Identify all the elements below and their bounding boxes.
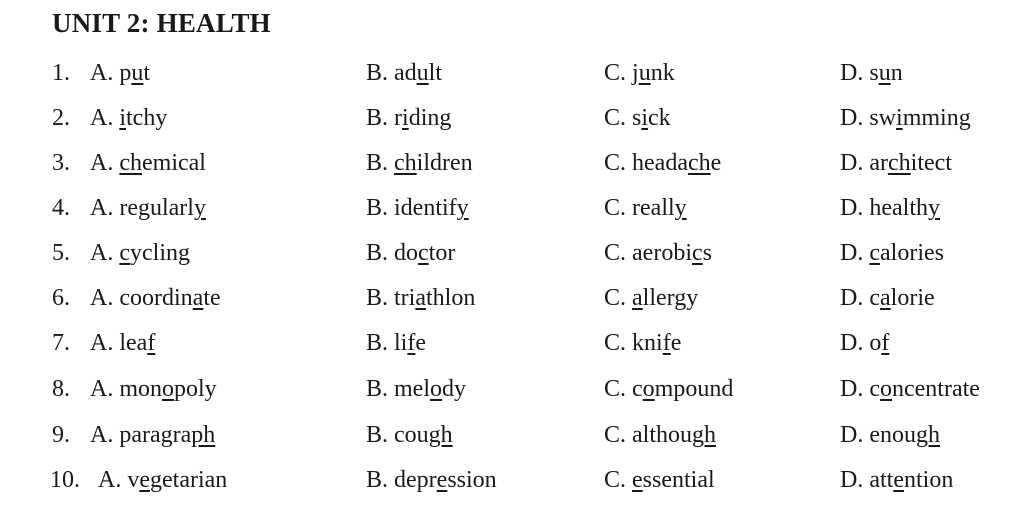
- underlined-letters: ch: [687, 150, 711, 176]
- option-d: [840, 371, 980, 407]
- word-suffix: mming: [902, 105, 971, 131]
- question-row: [0, 417, 1024, 453]
- word-suffix: lt: [428, 60, 443, 86]
- question-number: 9.: [52, 422, 70, 448]
- underlined-letters: i: [402, 105, 409, 131]
- option-a: [90, 55, 150, 91]
- word-suffix: t: [143, 60, 151, 86]
- option-b: [366, 190, 469, 226]
- word-prefix: c: [869, 285, 880, 311]
- option-letter: C.: [604, 105, 627, 131]
- word-suffix: ycling: [130, 240, 190, 266]
- word-prefix: enou: [869, 422, 916, 448]
- option-letter: B.: [366, 105, 389, 131]
- underlined-letters: e: [436, 467, 448, 493]
- underlined-letters: f: [662, 330, 671, 356]
- option-c: [604, 145, 721, 181]
- option-letter: C.: [604, 150, 627, 176]
- underlined-letters: o: [880, 376, 892, 402]
- option-letter: A.: [90, 150, 114, 176]
- word-suffix: s: [702, 240, 712, 266]
- option-b: [366, 235, 455, 271]
- option-a: [90, 235, 190, 271]
- underlined-letters: o: [430, 376, 443, 402]
- question-row: [0, 371, 1024, 407]
- word-prefix: regularl: [119, 195, 194, 221]
- word-prefix: p: [119, 60, 132, 86]
- word-prefix: c: [869, 376, 880, 402]
- word-suffix: ding: [408, 105, 452, 131]
- underlined-letters: e: [632, 467, 643, 493]
- underlined-letters: ch: [119, 150, 142, 176]
- underlined-letters: i: [641, 105, 649, 131]
- word-prefix: s: [632, 105, 642, 131]
- option-letter: B.: [366, 467, 389, 493]
- word-suffix: mpound: [654, 376, 734, 402]
- option-letter: B.: [366, 422, 389, 448]
- question-row: [0, 190, 1024, 226]
- underlined-letters: c: [869, 240, 880, 266]
- option-d: [840, 100, 971, 136]
- option-letter: D.: [840, 105, 864, 131]
- underlined-letters: f: [407, 330, 416, 356]
- word-suffix: e: [710, 150, 722, 176]
- option-letter: D.: [840, 376, 864, 402]
- word-prefix: althou: [632, 422, 693, 448]
- word-suffix: lorie: [890, 285, 935, 311]
- word-suffix: llergy: [642, 285, 699, 311]
- option-letter: D.: [840, 195, 864, 221]
- word-prefix: o: [869, 330, 882, 356]
- option-letter: A.: [90, 285, 114, 311]
- question-number: 3.: [52, 150, 70, 176]
- question-row: [0, 325, 1024, 361]
- page-title: UNIT 2: HEALTH: [52, 8, 271, 38]
- option-b: [366, 100, 451, 136]
- underlined-letters: f: [147, 330, 156, 356]
- question-number: 5.: [52, 240, 70, 266]
- word-suffix: e: [670, 330, 682, 356]
- option-letter: B.: [366, 60, 389, 86]
- question-row: [0, 100, 1024, 136]
- word-suffix: nk: [650, 60, 675, 86]
- option-c: [604, 100, 671, 136]
- word-prefix: s: [869, 60, 879, 86]
- underlined-letters: u: [878, 60, 891, 86]
- option-b: [366, 462, 497, 498]
- word-prefix: tri: [394, 285, 416, 311]
- option-letter: C.: [604, 285, 627, 311]
- underlined-letters: c: [119, 240, 130, 266]
- option-letter: C.: [604, 422, 627, 448]
- question-number: 2.: [52, 105, 70, 131]
- option-d: [840, 235, 944, 271]
- underlined-letters: u: [416, 60, 429, 86]
- question-number: 7.: [52, 330, 70, 356]
- option-b: [366, 145, 473, 181]
- option-letter: C.: [604, 240, 627, 266]
- option-letter: B.: [366, 376, 389, 402]
- option-c: [604, 462, 715, 498]
- question-row: [0, 462, 1024, 498]
- underlined-letters: u: [638, 60, 651, 86]
- word-prefix: cou: [394, 422, 429, 448]
- option-letter: D.: [840, 150, 864, 176]
- word-prefix: health: [869, 195, 928, 221]
- word-prefix: heada: [632, 150, 688, 176]
- underlined-letters: y: [193, 195, 206, 221]
- word-suffix: dy: [442, 376, 467, 402]
- option-c: [604, 371, 733, 407]
- option-letter: D.: [840, 467, 864, 493]
- option-b: [366, 417, 453, 453]
- underlined-letters: y: [927, 195, 940, 221]
- word-suffix: emical: [142, 150, 206, 176]
- option-letter: D.: [840, 60, 864, 86]
- word-prefix: r: [394, 105, 403, 131]
- underlined-letters: y: [456, 195, 469, 221]
- word-prefix: ad: [394, 60, 417, 86]
- word-suffix: ntion: [904, 467, 954, 493]
- word-prefix: aerobi: [632, 240, 692, 266]
- word-suffix: poly: [174, 376, 217, 402]
- underlined-letters: i: [119, 105, 127, 131]
- option-d: [840, 280, 935, 316]
- option-d: [840, 55, 903, 91]
- question-row: [0, 235, 1024, 271]
- underlined-letters: i: [896, 105, 903, 131]
- underlined-letters: gh: [428, 422, 453, 448]
- option-c: [604, 417, 716, 453]
- option-c: [604, 280, 698, 316]
- option-letter: D.: [840, 422, 864, 448]
- question-number: 6.: [52, 285, 70, 311]
- word-prefix: kni: [632, 330, 663, 356]
- underlined-letters: y: [674, 195, 687, 221]
- option-c: [604, 55, 675, 91]
- option-c: [604, 235, 712, 271]
- word-suffix: te: [203, 285, 221, 311]
- option-a: [90, 371, 217, 407]
- word-prefix: mel: [394, 376, 431, 402]
- underlined-letters: ch: [394, 150, 417, 176]
- word-suffix: getarian: [150, 467, 228, 493]
- option-b: [366, 325, 426, 361]
- option-letter: A.: [90, 105, 114, 131]
- word-prefix: j: [632, 60, 639, 86]
- underlined-letters: e: [893, 467, 904, 493]
- question-row: [0, 280, 1024, 316]
- question-number: 8.: [52, 376, 70, 402]
- option-letter: A.: [90, 422, 114, 448]
- option-letter: A.: [90, 376, 114, 402]
- word-suffix: e: [415, 330, 427, 356]
- option-letter: A.: [90, 195, 114, 221]
- word-suffix: n: [890, 60, 903, 86]
- option-a: [90, 190, 206, 226]
- option-a: [98, 462, 227, 498]
- underlined-letters: o: [642, 376, 655, 402]
- option-letter: C.: [604, 376, 627, 402]
- option-d: [840, 417, 940, 453]
- option-letter: A.: [90, 240, 114, 266]
- word-suffix: thlon: [426, 285, 476, 311]
- word-prefix: coordin: [119, 285, 193, 311]
- option-letter: C.: [604, 330, 627, 356]
- option-d: [840, 145, 952, 181]
- option-a: [90, 325, 155, 361]
- question-number: 4.: [52, 195, 70, 221]
- question-row: [0, 145, 1024, 181]
- option-letter: B.: [366, 330, 389, 356]
- word-suffix: tchy: [126, 105, 168, 131]
- option-letter: C.: [604, 60, 627, 86]
- option-c: [604, 190, 687, 226]
- option-letter: D.: [840, 330, 864, 356]
- option-letter: D.: [840, 285, 864, 311]
- word-suffix: itect: [910, 150, 952, 176]
- word-prefix: depr: [394, 467, 437, 493]
- option-letter: A.: [90, 330, 114, 356]
- word-prefix: li: [394, 330, 408, 356]
- underlined-letters: e: [139, 467, 150, 493]
- option-letter: B.: [366, 240, 389, 266]
- word-suffix: ssion: [447, 467, 497, 493]
- underlined-letters: a: [880, 285, 891, 311]
- option-d: [840, 462, 953, 498]
- underlined-letters: c: [691, 240, 703, 266]
- option-letter: B.: [366, 285, 389, 311]
- underlined-letters: gh: [916, 422, 940, 448]
- word-suffix: ssential: [642, 467, 715, 493]
- word-suffix: alories: [880, 240, 944, 266]
- underlined-letters: u: [131, 60, 144, 86]
- word-prefix: mon: [119, 376, 163, 402]
- word-prefix: identif: [394, 195, 457, 221]
- underlined-letters: f: [881, 330, 890, 356]
- question-number: 10.: [50, 467, 80, 493]
- word-prefix: reall: [632, 195, 675, 221]
- underlined-letters: a: [415, 285, 426, 311]
- option-d: [840, 190, 940, 226]
- question-row: [0, 55, 1024, 91]
- option-a: [90, 100, 167, 136]
- underlined-letters: c: [418, 240, 429, 266]
- option-letter: A.: [90, 60, 114, 86]
- option-letter: A.: [98, 467, 122, 493]
- option-d: [840, 325, 889, 361]
- word-prefix: lea: [119, 330, 148, 356]
- word-suffix: tor: [428, 240, 456, 266]
- word-prefix: ar: [869, 150, 888, 176]
- option-letter: B.: [366, 150, 389, 176]
- word-prefix: sw: [869, 105, 897, 131]
- option-b: [366, 280, 475, 316]
- underlined-letters: a: [632, 285, 643, 311]
- option-c: [604, 325, 681, 361]
- word-prefix: att: [869, 467, 894, 493]
- option-letter: C.: [604, 195, 627, 221]
- option-b: [366, 55, 442, 91]
- underlined-letters: a: [192, 285, 204, 311]
- option-a: [90, 280, 221, 316]
- word-suffix: ncentrate: [892, 376, 980, 402]
- word-prefix: c: [632, 376, 643, 402]
- option-a: [90, 417, 215, 453]
- underlined-letters: o: [162, 376, 175, 402]
- word-prefix: v: [127, 467, 140, 493]
- underlined-letters: gh: [692, 422, 717, 448]
- word-suffix: ck: [648, 105, 671, 131]
- option-b: [366, 371, 466, 407]
- underlined-letters: ch: [888, 150, 911, 176]
- word-prefix: paragra: [119, 422, 192, 448]
- word-prefix: do: [394, 240, 419, 266]
- option-letter: C.: [604, 467, 627, 493]
- underlined-letters: ph: [191, 422, 216, 448]
- option-letter: B.: [366, 195, 389, 221]
- option-letter: D.: [840, 240, 864, 266]
- word-suffix: ildren: [416, 150, 473, 176]
- option-a: [90, 145, 206, 181]
- question-number: 1.: [52, 60, 70, 86]
